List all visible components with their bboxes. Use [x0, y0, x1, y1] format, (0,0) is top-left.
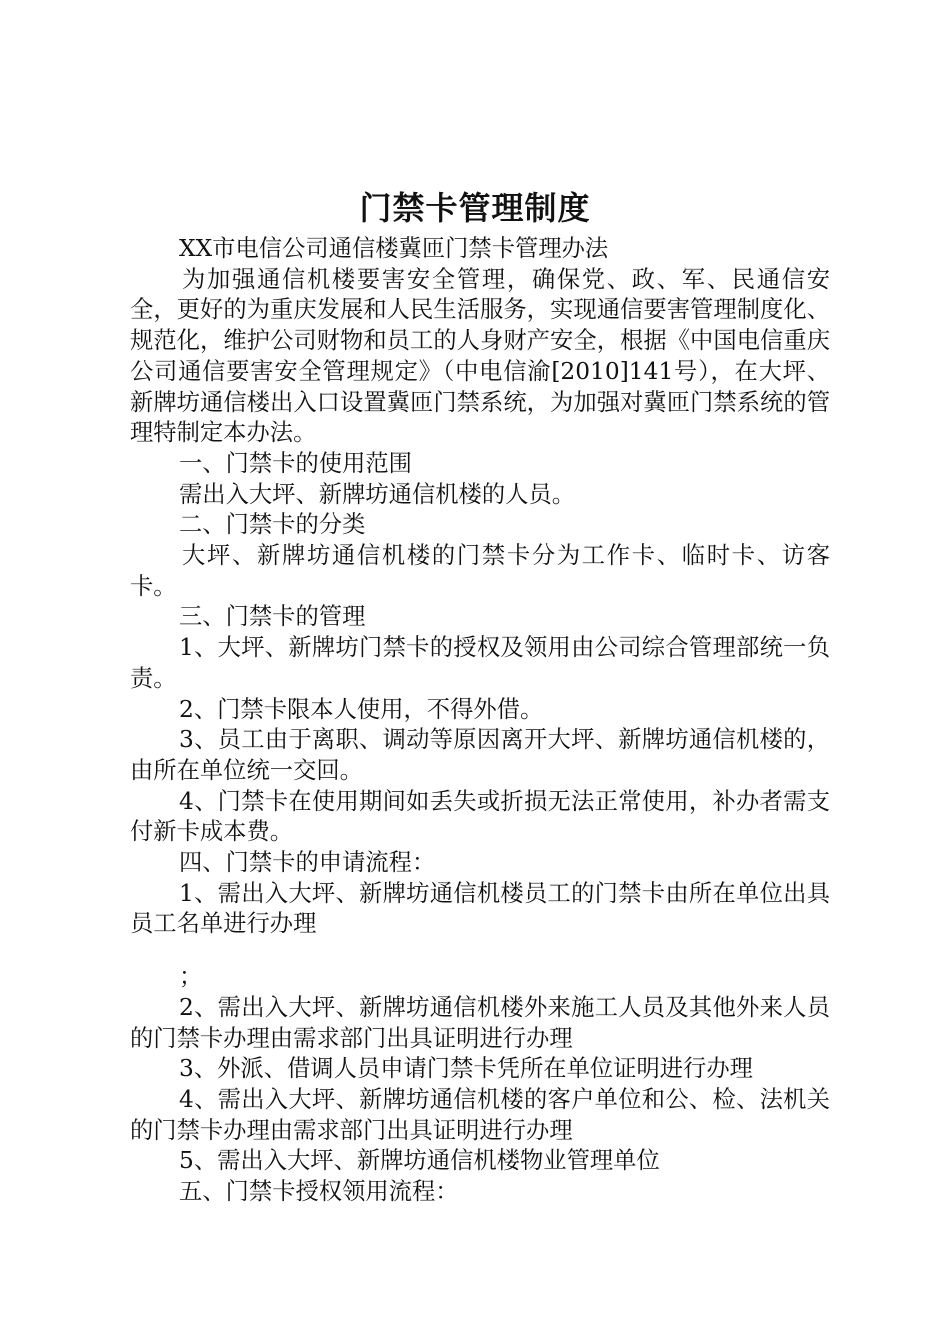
- management-item-1: 1、大坪、新牌坊门禁卡的授权及领用由公司综合管理部统一负责。: [130, 634, 830, 692]
- section-heading-management: 三、门禁卡的管理: [179, 603, 366, 631]
- intro-paragraph: 为加强通信机楼要害安全管理，确保党、政、军、民通信安全，更好的为重庆发展和人民生活服务，实现通信要害管理制度化、规范化，维护公司财物和员工的人身财产安全，根据《中国电信重庆公司通信要害安全管理规定》（中电信渝[2010]141号），在大坪、新牌坊通信楼出入口设置冀匝门禁系统，为加强对冀匝门禁系统的管理特制定本办法。: [130, 265, 830, 447]
- application-item-3: 3、外派、借调人员申请门禁卡凭所在单位证明进行办理: [179, 1055, 753, 1083]
- management-item-4: 4、门禁卡在使用期间如丢失或折损无法正常使用，补办者需支付新卡成本费。: [130, 787, 830, 846]
- management-item-3: 3、员工由于离职、调动等原因离开大坪、新牌坊通信机楼的，由所在单位统一交回。: [130, 726, 830, 784]
- section-heading-application: 四、门禁卡的申请流程：: [179, 849, 436, 877]
- management-item-2: 2、门禁卡限本人使用，不得外借。: [179, 695, 544, 723]
- scope-paragraph: 需出入大坪、新牌坊通信机楼的人员。: [179, 480, 576, 508]
- subtitle-paragraph: XX市电信公司通信楼冀匝门禁卡管理办法: [179, 235, 609, 262]
- document-title: 门禁卡管理制度: [359, 189, 591, 227]
- classification-paragraph: 大坪、新牌坊通信机楼的门禁卡分为工作卡、临时卡、访客卡。: [130, 542, 830, 600]
- blank-gap: [130, 940, 830, 962]
- document-body: [130, 234, 830, 1208]
- section-heading-scope: 一、门禁卡的使用范围: [179, 449, 412, 477]
- application-item-1: 1、需出入大坪、新牌坊通信机楼员工的门禁卡由所在单位出具员工名单进行办理: [130, 879, 830, 938]
- section-heading-classification: 二、门禁卡的分类: [179, 511, 366, 539]
- section-heading-authorization: 五、门禁卡授权领用流程：: [179, 1178, 459, 1206]
- application-item-5: 5、需出入大坪、新牌坊通信机楼物业管理单位: [179, 1147, 660, 1175]
- application-item-1-end: ；: [179, 963, 203, 991]
- application-item-2: 2、需出入大坪、新牌坊通信机楼外来施工人员及其他外来人员的门禁卡办理由需求部门出具证明进行办理: [130, 993, 830, 1052]
- application-item-4: 4、需出入大坪、新牌坊通信机楼的客户单位和公、检、法机关的门禁卡办理由需求部门出具证明进行办理: [130, 1085, 830, 1144]
